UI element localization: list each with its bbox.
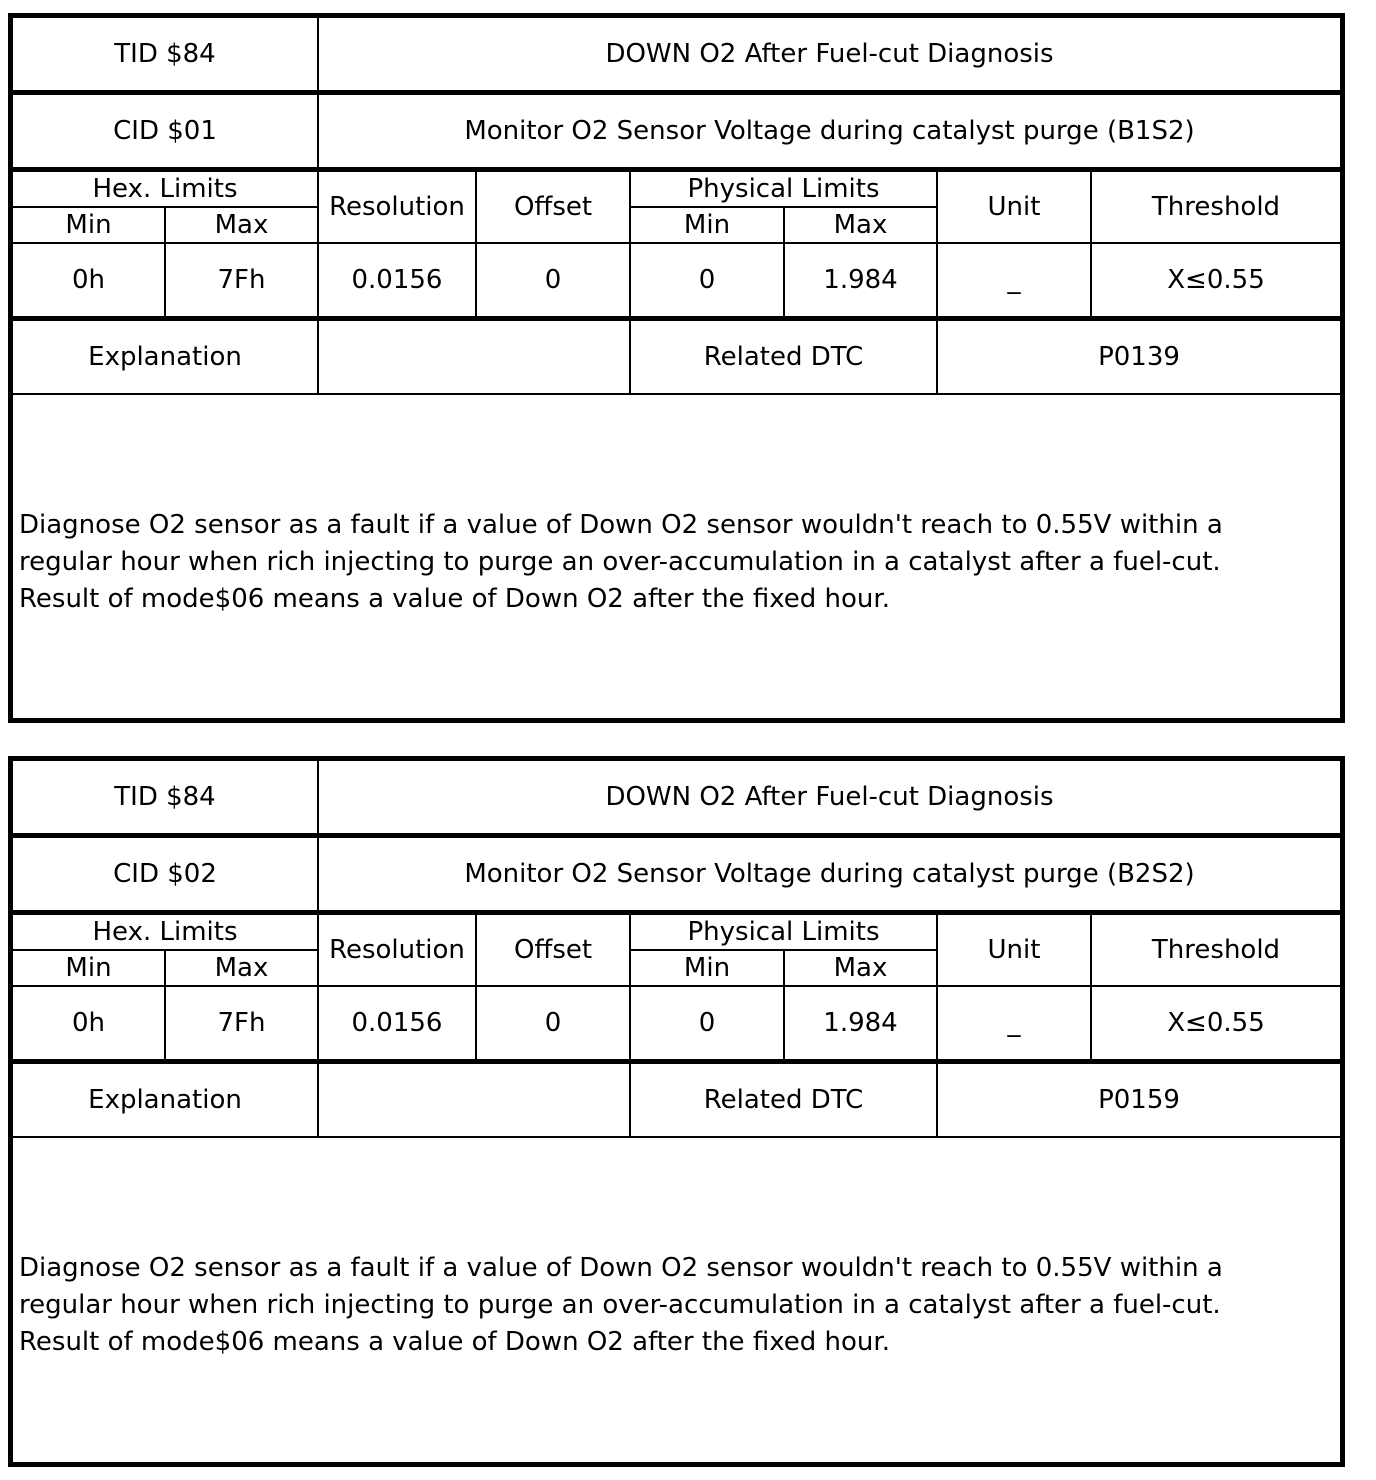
related-dtc-label: Related DTC (630, 1062, 937, 1138)
hex-max-header: Max (165, 950, 318, 986)
phys-max-value: 1.984 (784, 986, 937, 1062)
explanation-line: Result of mode$06 means a value of Down O2 after the fixed hour. (19, 583, 890, 614)
explanation-empty-cell (318, 1062, 630, 1138)
physical-limits-header: Physical Limits (630, 913, 937, 951)
threshold-header: Threshold (1091, 170, 1340, 244)
threshold-header: Threshold (1091, 913, 1340, 987)
unit-header: Unit (937, 170, 1091, 244)
explanation-text (13, 1137, 1340, 1468)
explanation-line: regular hour when rich injecting to purge an over-accumulation in a catalyst after a fuel-cut. (19, 546, 1221, 577)
unit-value: _ (937, 986, 1091, 1062)
offset-value: 0 (476, 986, 630, 1062)
hex-min-value: 0h (13, 243, 165, 319)
diagnosis-table-cid-02 (8, 756, 1345, 1467)
diagnosis-table-cid-01 (8, 13, 1345, 723)
resolution-header: Resolution (318, 913, 476, 987)
offset-value: 0 (476, 243, 630, 319)
resolution-value: 0.0156 (318, 986, 476, 1062)
hex-limits-header: Hex. Limits (13, 170, 318, 208)
tid-label: TID $84 (13, 18, 318, 93)
phys-min-header: Min (630, 207, 784, 243)
explanation-line: Result of mode$06 means a value of Down O2 after the fixed hour. (19, 1326, 890, 1357)
cid-description: Monitor O2 Sensor Voltage during catalyst purge (B2S2) (318, 836, 1340, 913)
phys-min-header: Min (630, 950, 784, 986)
cid-label: CID $02 (13, 836, 318, 913)
hex-limits-header: Hex. Limits (13, 913, 318, 951)
threshold-value: X≤0.55 (1091, 243, 1340, 319)
hex-min-header: Min (13, 207, 165, 243)
hex-max-header: Max (165, 207, 318, 243)
cid-label: CID $01 (13, 93, 318, 170)
hex-max-value: 7Fh (165, 243, 318, 319)
physical-limits-header: Physical Limits (630, 170, 937, 208)
offset-header: Offset (476, 913, 630, 987)
resolution-header: Resolution (318, 170, 476, 244)
related-dtc-value: P0159 (937, 1062, 1340, 1138)
hex-min-header: Min (13, 950, 165, 986)
explanation-empty-cell (318, 319, 630, 395)
phys-min-value: 0 (630, 986, 784, 1062)
explanation-text (13, 394, 1340, 725)
related-dtc-label: Related DTC (630, 319, 937, 395)
unit-header: Unit (937, 913, 1091, 987)
tid-description: DOWN O2 After Fuel-cut Diagnosis (318, 761, 1340, 836)
phys-max-header: Max (784, 207, 937, 243)
offset-header: Offset (476, 170, 630, 244)
phys-max-header: Max (784, 950, 937, 986)
explanation-line: regular hour when rich injecting to purge an over-accumulation in a catalyst after a fuel-cut. (19, 1289, 1221, 1320)
explanation-line: Diagnose O2 sensor as a fault if a value of Down O2 sensor wouldn't reach to 0.55V within a (19, 509, 1223, 540)
explanation-line: Diagnose O2 sensor as a fault if a value of Down O2 sensor wouldn't reach to 0.55V within a (19, 1252, 1223, 1283)
related-dtc-value: P0139 (937, 319, 1340, 395)
resolution-value: 0.0156 (318, 243, 476, 319)
tid-description: DOWN O2 After Fuel-cut Diagnosis (318, 18, 1340, 93)
explanation-label: Explanation (13, 1062, 318, 1138)
cid-description: Monitor O2 Sensor Voltage during catalyst purge (B1S2) (318, 93, 1340, 170)
threshold-value: X≤0.55 (1091, 986, 1340, 1062)
phys-min-value: 0 (630, 243, 784, 319)
hex-max-value: 7Fh (165, 986, 318, 1062)
explanation-label: Explanation (13, 319, 318, 395)
tid-label: TID $84 (13, 761, 318, 836)
hex-min-value: 0h (13, 986, 165, 1062)
unit-value: _ (937, 243, 1091, 319)
phys-max-value: 1.984 (784, 243, 937, 319)
